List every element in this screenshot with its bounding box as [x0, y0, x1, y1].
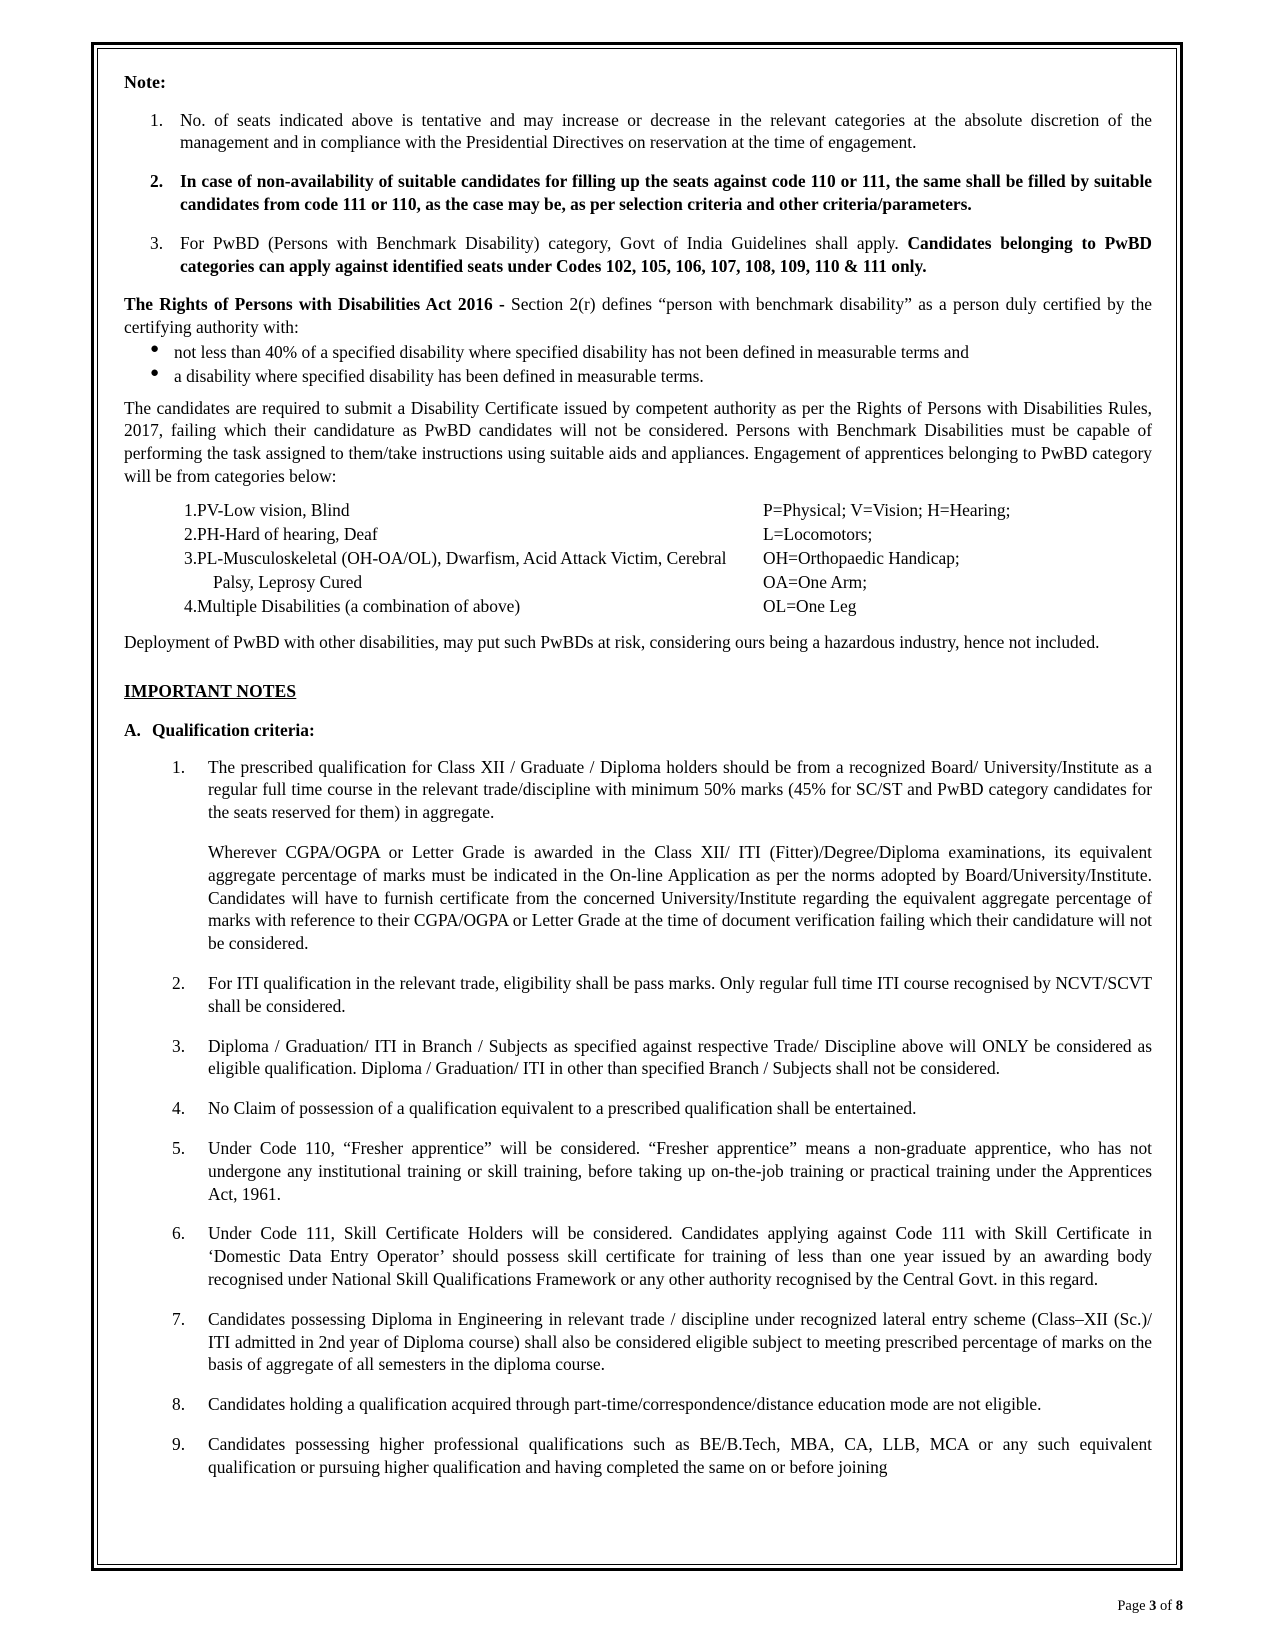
table-row [124, 595, 1152, 619]
rights-act-rest: Section 2(r) defines “person with benchmark disability” as a person duly certified by the certifying authority with: [124, 294, 1152, 338]
important-notes-heading: IMPORTANT NOTES [124, 681, 297, 702]
qualification-item-1 [124, 756, 1152, 955]
qualification-list [124, 756, 1152, 1479]
row-abbreviation: OL=One Leg [763, 596, 857, 617]
qualification-item-8 [124, 1393, 1152, 1416]
document-content [98, 49, 1177, 1496]
row-number: 3. [184, 548, 198, 569]
footer-page-number: 3 [1149, 1598, 1157, 1614]
qualification-item-6 [124, 1222, 1152, 1290]
qualification-item-7-text: Candidates possessing Diploma in Engineering in relevant trade / discipline under recognized lateral entry scheme (Class–XII (Sc.)/ ITI admitted in 2nd year of Diploma course) shall also be considered eligible subject to meeting prescribed percentage of marks on the basis of aggregate of all semesters in the diploma course. [208, 1308, 1152, 1375]
table-row [124, 547, 1152, 571]
note-heading: Note: [124, 72, 166, 92]
row-number: 1. [184, 499, 198, 520]
row-number [124, 571, 197, 595]
rights-act-lead: The Rights of Persons with Disabilities Act 2016 - [124, 294, 512, 315]
row-abbreviation: L=Locomotors; [763, 523, 873, 544]
bullet-icon: ● [150, 364, 160, 381]
note-item-1 [124, 109, 1152, 155]
qualification-item-3-text: Diploma / Graduation/ ITI in Branch / Subjects as specified against respective Trade/ Discipline above will ONLY be considered as eligible qualification. Diploma / Graduation/ ITI in other than specified Branch / Subjects shall not be considered. [208, 1035, 1152, 1079]
qualification-item-9-number: 9. [172, 1433, 186, 1454]
rights-act-paragraph [124, 293, 1152, 339]
qualification-item-1-text: The prescribed qualification for Class XII / Graduate / Diploma holders should be from a recognized Board/ University/Institute as a regular full time course in the relevant trade/discipline with minimum 50% marks (45% for SC/ST and PwBD category candidates for the seats reserved for them) in aggregate. [208, 756, 1152, 823]
disability-categories-table [124, 499, 1152, 620]
row-number: 4. [184, 596, 198, 617]
qualification-item-8-number: 8. [172, 1394, 186, 1415]
table-row [124, 523, 1152, 547]
qualification-item-5-number: 5. [172, 1138, 186, 1159]
act-bullet-list [124, 341, 1152, 388]
page-footer [0, 1598, 1275, 1615]
note-item-1-number: 1. [150, 109, 164, 130]
row-abbreviation: OH=Orthopaedic Handicap; [763, 548, 960, 569]
row-category: PL-Musculoskeletal (OH-OA/OL), Dwarfism, Acid Attack Victim, Cerebral [197, 548, 727, 569]
section-a-title: Qualification criteria: [152, 719, 315, 740]
row-abbreviation: OA=One Arm; [763, 572, 868, 593]
note-item-2-number: 2. [150, 171, 164, 192]
qualification-item-3-number: 3. [172, 1035, 186, 1056]
qualification-item-7-number: 7. [172, 1308, 186, 1329]
qualification-item-2 [124, 972, 1152, 1018]
note-item-3-number: 3. [150, 232, 164, 253]
note-item-3-bold: Candidates belonging to PwBD categories can apply against identified seats under Codes 102, 105, 106, 107, 108, 109, 110 & 111 only. [180, 232, 1152, 276]
qualification-item-8-text: Candidates holding a qualification acquired through part-time/correspondence/distance education mode are not eligible. [208, 1394, 1042, 1415]
note-list [124, 109, 1152, 278]
note-item-2-text: In case of non-availability of suitable candidates for filling up the seats against code 110 or 111, the same shall be filled by suitable candidates from code 111 or 110, as the case may be, as per selection criteria and other criteria/parameters. [180, 171, 1152, 214]
qualification-item-6-number: 6. [172, 1223, 186, 1244]
qualification-item-2-number: 2. [172, 973, 186, 994]
note-item-1-text: No. of seats indicated above is tentative and may increase or decrease in the relevant categories at the absolute discretion of the management and in compliance with the Presidential Directives on reservation at the time of engagement. [180, 109, 1152, 153]
row-number: 2. [184, 523, 198, 544]
qualification-item-3 [124, 1035, 1152, 1081]
qualification-item-1-subparagraph: Wherever CGPA/OGPA or Letter Grade is awarded in the Class XII/ ITI (Fitter)/Degree/Diploma examinations, its equivalent aggregate percentage of marks must be indicated in the On-line Application as per the norms adopted by Board/University/Institute. Candidates will have to furnish certificate from the concerned University/Institute regarding the equivalent aggregate percentage of marks with reference to their CGPA/OGPA or Letter Grade at the time of document verification failing which their candidature will not be considered. [208, 842, 1152, 954]
page-border-frame [91, 42, 1183, 1571]
qualification-item-1-number: 1. [172, 756, 186, 777]
act-bullet-1 [124, 341, 1152, 364]
qualification-item-4-text: No Claim of possession of a qualification equivalent to a prescribed qualification shall be entertained. [208, 1098, 917, 1119]
qualification-item-7 [124, 1308, 1152, 1376]
note-item-3-text [180, 232, 1152, 278]
note-item-3 [124, 232, 1152, 278]
page-border-inner [97, 48, 1177, 1565]
qualification-item-9 [124, 1433, 1152, 1479]
note-item-3-lead: For PwBD (Persons with Benchmark Disability) category, Govt of India Guidelines shall apply. [180, 232, 908, 253]
qualification-item-6-text: Under Code 111, Skill Certificate Holders will be considered. Candidates applying against Code 111 with Skill Certificate in ‘Domestic Data Entry Operator’ should possess skill certificate for training of less than one year issued by an awarding body recognised under National Skill Qualifications Framework or any other authority recognised by the Central Govt. in this regard. [208, 1223, 1152, 1289]
row-abbreviation: P=Physical; V=Vision; H=Hearing; [763, 499, 1011, 520]
qualification-item-4 [124, 1097, 1152, 1120]
table-row [124, 571, 1152, 595]
row-category-continuation: Palsy, Leprosy Cured [213, 572, 363, 593]
row-category: Multiple Disabilities (a combination of above) [197, 596, 521, 617]
section-a-letter: A. [124, 719, 141, 740]
row-category: PV-Low vision, Blind [197, 499, 350, 520]
row-category: PH-Hard of hearing, Deaf [197, 523, 378, 544]
deployment-paragraph: Deployment of PwBD with other disabilities, may put such PwBDs at risk, considering ours being a hazardous industry, hence not included. [124, 632, 1100, 653]
table-row [124, 499, 1152, 523]
footer-total-pages: 8 [1175, 1598, 1183, 1614]
qualification-item-9-text: Candidates possessing higher professional qualifications such as BE/B.Tech, MBA, CA, LLB, MCA or any such equivalent qualification or pursuing higher qualification and having completed the same on or before joining [208, 1433, 1152, 1477]
footer-page-middle: of [1156, 1598, 1176, 1614]
qualification-item-5-text: Under Code 110, “Fresher apprentice” will be considered. “Fresher apprentice” means a non-graduate apprentice, who has not undergone any institutional training or skill training, before taking up on-the-job training or practical training under the Apprentices Act, 1961. [208, 1138, 1152, 1204]
qualification-item-4-number: 4. [172, 1098, 186, 1119]
bullet-icon: ● [150, 340, 160, 357]
section-a-heading [124, 719, 1152, 742]
act-bullet-2-text: a disability where specified disability has been defined in measurable terms. [174, 365, 704, 386]
act-bullet-1-text: not less than 40% of a specified disability where specified disability has not been defined in measurable terms and [174, 341, 969, 362]
note-item-2 [124, 170, 1152, 216]
act-bullet-2 [124, 365, 1152, 388]
footer-page-prefix: Page [1117, 1598, 1150, 1614]
disability-certificate-paragraph: The candidates are required to submit a Disability Certificate issued by competent authority as per the Rights of Persons with Disabilities Rules, 2017, failing which their candidature as PwBD candidates will not be considered. Persons with Benchmark Disabilities must be capable of performing the task assigned to them/take instructions using suitable aids and appliances. Engagement of apprentices belonging to PwBD category will be from categories below: [124, 397, 1152, 486]
qualification-item-5 [124, 1137, 1152, 1205]
qualification-item-2-text: For ITI qualification in the relevant trade, eligibility shall be pass marks. Only regular full time ITI course recognised by NCVT/SCVT shall be considered. [208, 973, 1152, 1016]
